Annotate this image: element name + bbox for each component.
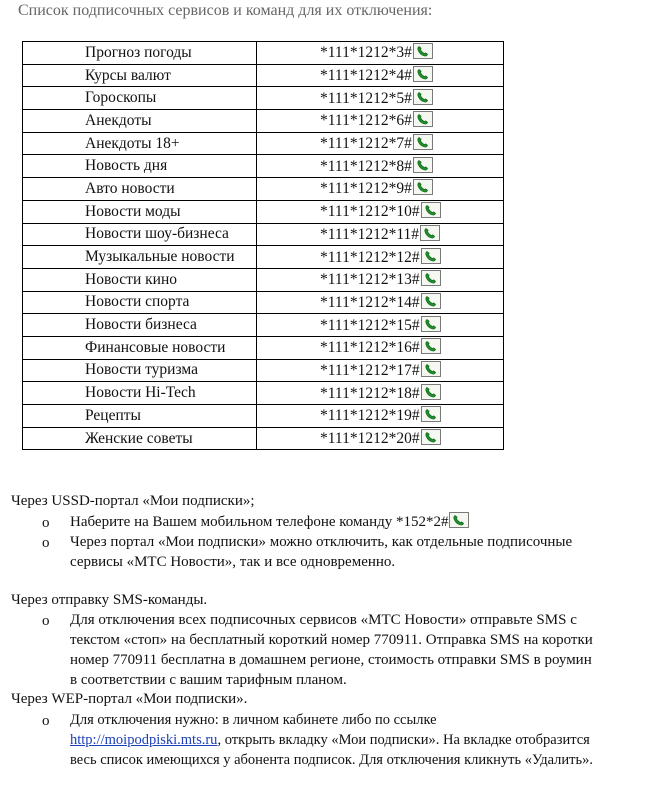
table-row [23, 427, 504, 450]
service-name-cell: Гороскопы [23, 87, 257, 110]
ussd-code-cell [257, 110, 504, 133]
table-row [23, 382, 504, 405]
ussd-code-cell [257, 405, 504, 428]
ussd-code-cell [257, 359, 504, 382]
service-name-cell: Анекдоты [23, 110, 257, 133]
sms-line1: Для отключения всех подписочных сервисов «МТС Новости» отправьте SMS с [70, 612, 577, 628]
moipodpiski-link[interactable]: http://moipodpiski.mts.ru [70, 732, 218, 748]
ussd-code-cell [257, 132, 504, 155]
ussd-code-cell [257, 87, 504, 110]
ussd-code: *111*1212*6# [320, 112, 412, 130]
ussd-code-cell [257, 64, 504, 87]
phone-call-icon [421, 406, 441, 422]
ussd-code-cell [257, 314, 504, 337]
phone-call-icon [413, 134, 433, 150]
ussd-code: *111*1212*7# [320, 135, 412, 153]
bullet-marker: o [42, 713, 50, 729]
ussd-code: *111*1212*14# [320, 293, 420, 311]
phone-call-icon [413, 111, 433, 127]
service-name-cell: Новости моды [23, 200, 257, 223]
table-row [23, 291, 504, 314]
ussd-code-cell [257, 336, 504, 359]
service-name-cell: Новость дня [23, 155, 257, 178]
ussd-code: *111*1212*8# [320, 157, 412, 175]
service-name-cell: Финансовые новости [23, 336, 257, 359]
table-row [23, 132, 504, 155]
ussd-item-portal [70, 532, 572, 572]
sms-item [70, 610, 593, 690]
table-row [23, 155, 504, 178]
service-name-cell: Прогноз погоды [23, 42, 257, 65]
phone-call-icon [421, 429, 441, 445]
sms-line4: в соответствии с вашим тарифным планом. [70, 672, 347, 688]
sms-line2: текстом «стоп» на бесплатный короткий номер 770911. Отправка SMS на коротки [70, 632, 593, 648]
service-name-cell: Новости Hi-Tech [23, 382, 257, 405]
ussd-code-cell [257, 42, 504, 65]
sms-line3: номер 770911 бесплатна в домашнем регионе, стоимость отправки SMS в роумин [70, 652, 592, 668]
ussd-code-cell [257, 291, 504, 314]
bullet-marker: o [42, 613, 50, 629]
phone-call-icon [413, 66, 433, 82]
ussd-code: *111*1212*20# [320, 430, 420, 448]
ussd-code-cell [257, 223, 504, 246]
phone-call-icon [449, 512, 469, 528]
phone-call-icon [421, 270, 441, 286]
wep-section-title: Через WEP-портал «Мои подписки». [11, 691, 248, 707]
table-row [23, 178, 504, 201]
table-row [23, 87, 504, 110]
wep-line2-text: , открыть вкладку «Мои подписки». На вкладке отобразится [217, 732, 590, 748]
ussd-code: *111*1212*4# [320, 67, 412, 85]
wep-line2 [70, 730, 593, 750]
phone-call-icon [421, 316, 441, 332]
wep-line3: весь список имеющихся у абонента подписок. Для отключения кликнуть «Удалить». [70, 752, 594, 768]
phone-call-icon [421, 293, 441, 309]
table-row [23, 336, 504, 359]
table-row [23, 200, 504, 223]
ussd-code: *111*1212*15# [320, 316, 420, 334]
ussd-code: *111*1212*18# [320, 384, 420, 402]
service-name-cell: Новости кино [23, 268, 257, 291]
table-row [23, 223, 504, 246]
ussd-code-cell [257, 200, 504, 223]
ussd-code: *111*1212*13# [320, 271, 420, 289]
table-row [23, 268, 504, 291]
ussd-code: *111*1212*9# [320, 180, 412, 198]
phone-call-icon [421, 338, 441, 354]
table-row [23, 405, 504, 428]
bullet-marker: o [42, 535, 50, 551]
table-row [23, 314, 504, 337]
ussd-code-cell [257, 268, 504, 291]
table-row [23, 246, 504, 269]
ussd-code: *111*1212*5# [320, 89, 412, 107]
phone-call-icon [421, 361, 441, 377]
ussd-code: *111*1212*16# [320, 339, 420, 357]
service-name-cell: Новости спорта [23, 291, 257, 314]
ussd-section-title: Через USSD-портал «Мои подписки»; [11, 493, 255, 509]
phone-call-icon [413, 43, 433, 59]
table-row [23, 359, 504, 382]
ussd-code: *111*1212*17# [320, 361, 420, 379]
service-name-cell: Рецепты [23, 405, 257, 428]
subscriptions-table [22, 41, 504, 450]
ussd-code-cell [257, 246, 504, 269]
service-name-cell: Новости бизнеса [23, 314, 257, 337]
ussd-code: *111*1212*11# [320, 225, 420, 243]
table-row [23, 110, 504, 133]
ussd-code: *111*1212*3# [320, 44, 412, 62]
ussd-portal-line1: Через портал «Мои подписки» можно отключить, как отдельные подписочные [70, 534, 573, 550]
phone-call-icon [420, 225, 440, 241]
ussd-portal-line2: сервисы «МТС Новости», так и все одновременно. [70, 554, 396, 570]
table-row [23, 64, 504, 87]
service-name-cell: Женские советы [23, 427, 257, 450]
service-name-cell: Новости шоу-бизнеса [23, 223, 257, 246]
phone-call-icon [421, 248, 441, 264]
service-name-cell: Анекдоты 18+ [23, 132, 257, 155]
ussd-code-cell [257, 382, 504, 405]
ussd-code: *111*1212*19# [320, 407, 420, 425]
service-name-cell: Курсы валют [23, 64, 257, 87]
phone-call-icon [413, 179, 433, 195]
page-heading: Список подписочных сервисов и команд для их отключения: [18, 2, 433, 19]
sms-section-title: Через отправку SMS-команды. [11, 592, 208, 608]
table-row [23, 42, 504, 65]
phone-call-icon [421, 384, 441, 400]
phone-call-icon [421, 202, 441, 218]
ussd-code-cell [257, 427, 504, 450]
ussd-code-cell [257, 178, 504, 201]
service-name-cell: Музыкальные новости [23, 246, 257, 269]
ussd-code-cell [257, 155, 504, 178]
wep-item [70, 710, 593, 770]
service-name-cell: Авто новости [23, 178, 257, 201]
phone-call-icon [413, 157, 433, 173]
ussd-code: *111*1212*12# [320, 248, 420, 266]
ussd-item-dial [70, 512, 469, 532]
service-name-cell: Новости туризма [23, 359, 257, 382]
bullet-marker: o [42, 515, 50, 531]
ussd-dial-text: Наберите на Вашем мобильном телефоне команду *152*2# [70, 514, 449, 530]
wep-line1: Для отключения нужно: в личном кабинете либо по ссылке [70, 712, 437, 728]
phone-call-icon [413, 89, 433, 105]
ussd-code: *111*1212*10# [320, 203, 420, 221]
